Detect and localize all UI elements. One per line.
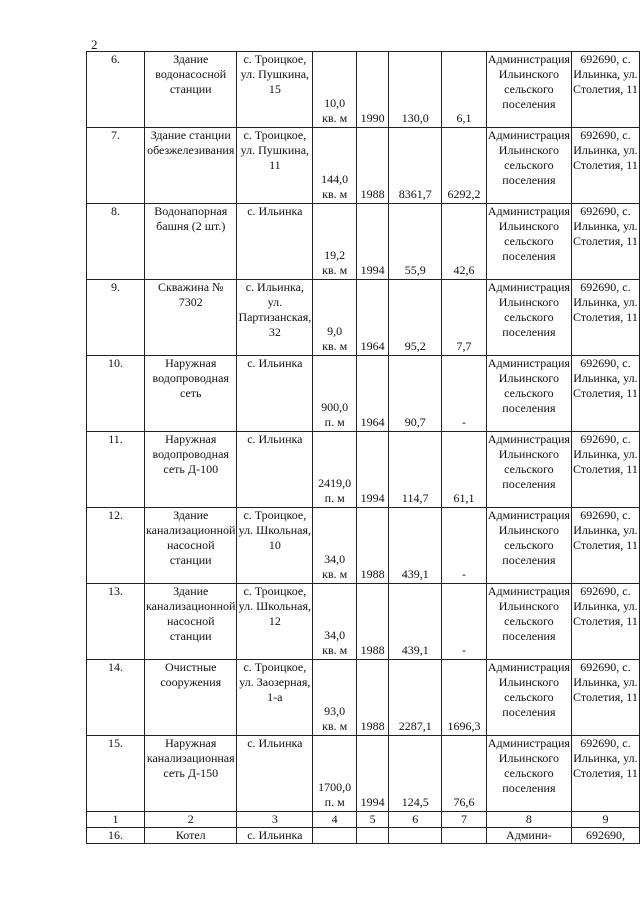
size-value: 1700,0	[318, 780, 352, 794]
owner-address: 692690, с. Ильинка, ул. Столетия, 11	[571, 280, 639, 356]
size-unit: кв. м	[322, 643, 348, 657]
owner: Администрация Ильинского сельского поселения	[486, 432, 571, 508]
object-address: с. Ильинка	[237, 204, 313, 280]
table-row	[87, 52, 640, 128]
year: 1988	[357, 508, 389, 584]
value-col6: 95,2	[389, 280, 442, 356]
object-name: Здание канализационной насосной станции	[145, 508, 237, 584]
size-value: 34,0	[324, 552, 346, 566]
object-name: Скважина № 7302	[145, 280, 237, 356]
object-address: с. Ильинка	[237, 736, 313, 812]
year: 1988	[357, 660, 389, 736]
value-col7: -	[442, 356, 487, 432]
owner: Администрация Ильинского сельского поселения	[486, 128, 571, 204]
object-size	[313, 432, 357, 508]
object-address: с. Ильинка	[237, 356, 313, 432]
table-row	[87, 736, 640, 812]
row-number: 9.	[87, 280, 145, 356]
owner: Администрация Ильинского сельского поселения	[486, 584, 571, 660]
value-col6: 55,9	[389, 204, 442, 280]
value-col7: 61,1	[442, 432, 487, 508]
value-col7: 6,1	[442, 52, 487, 128]
object-size	[313, 736, 357, 812]
year: 1994	[357, 204, 389, 280]
object-name: Здание станции обезжелезивания	[145, 128, 237, 204]
table-row	[87, 508, 640, 584]
page-number: 2	[91, 37, 98, 52]
row-number: 8.	[87, 204, 145, 280]
year: 1994	[357, 432, 389, 508]
owner: Администрация Ильинского сельского поселения	[486, 52, 571, 128]
size-unit: кв. м	[322, 111, 348, 125]
column-number: 7	[442, 812, 487, 828]
year: 1990	[357, 52, 389, 128]
column-number: 3	[237, 812, 313, 828]
object-name: Наружная канализационная сеть Д-150	[145, 736, 237, 812]
size-unit: кв. м	[322, 567, 348, 581]
owner: Администрация Ильинского сельского поселения	[486, 280, 571, 356]
year: 1988	[357, 584, 389, 660]
row-number: 10.	[87, 356, 145, 432]
row-number: 6.	[87, 52, 145, 128]
row-number: 7.	[87, 128, 145, 204]
object-name: Наружная водопроводная сеть Д-100	[145, 432, 237, 508]
cell-n: 16.	[87, 828, 145, 844]
value-col6: 439,1	[389, 508, 442, 584]
value-col6: 130,0	[389, 52, 442, 128]
object-address: с. Троицкое, ул. Школьная, 10	[237, 508, 313, 584]
object-address: с. Троицкое, ул. Пушкина, 15	[237, 52, 313, 128]
object-address: с. Троицкое, ул. Пушкина, 11	[237, 128, 313, 204]
owner-address: 692690, с. Ильинка, ул. Столетия, 11	[571, 508, 639, 584]
size-value: 2419,0	[318, 476, 352, 490]
owner-address: 692690, с. Ильинка, ул. Столетия, 11	[571, 52, 639, 128]
owner: Администрация Ильинского сельского поселения	[486, 660, 571, 736]
row-number: 15.	[87, 736, 145, 812]
object-size	[313, 128, 357, 204]
value-col7: -	[442, 584, 487, 660]
table-row	[87, 660, 640, 736]
owner: Администрация Ильинского сельского поселения	[486, 736, 571, 812]
size-value: 10,0	[324, 96, 346, 110]
value-col6: 439,1	[389, 584, 442, 660]
object-size	[313, 584, 357, 660]
table-row	[87, 828, 640, 844]
size-unit: п. м	[324, 491, 345, 505]
value-col7: 1696,3	[442, 660, 487, 736]
value-col6: 2287,1	[389, 660, 442, 736]
size-unit: п. м	[324, 795, 345, 809]
cell-owner_addr: 692690,	[571, 828, 639, 844]
object-size	[313, 280, 357, 356]
size-unit: кв. м	[322, 187, 348, 201]
owner-address: 692690, с. Ильинка, ул. Столетия, 11	[571, 356, 639, 432]
table-row	[87, 432, 640, 508]
row-number: 14.	[87, 660, 145, 736]
owner: Администрация Ильинского сельского поселения	[486, 204, 571, 280]
object-name: Водонапорная башня (2 шт.)	[145, 204, 237, 280]
table-row	[87, 584, 640, 660]
size-unit: кв. м	[322, 719, 348, 733]
column-number-row	[87, 812, 640, 828]
value-col6: 124,5	[389, 736, 442, 812]
value-col7: 76,6	[442, 736, 487, 812]
row-number: 13.	[87, 584, 145, 660]
column-number: 8	[486, 812, 571, 828]
cell-owner: Админи-	[486, 828, 571, 844]
size-unit: кв. м	[322, 263, 348, 277]
column-number: 4	[313, 812, 357, 828]
column-number: 1	[87, 812, 145, 828]
table-row	[87, 280, 640, 356]
year: 1964	[357, 356, 389, 432]
property-table	[86, 51, 640, 844]
size-value: 93,0	[324, 704, 346, 718]
object-address: с. Ильинка, ул. Партизанская, 32	[237, 280, 313, 356]
value-col7: 7,7	[442, 280, 487, 356]
value-col7: 6292,2	[442, 128, 487, 204]
owner-address: 692690, с. Ильинка, ул. Столетия, 11	[571, 736, 639, 812]
column-number: 5	[357, 812, 389, 828]
cell-c7	[442, 828, 487, 844]
size-unit: кв. м	[322, 339, 348, 353]
value-col6: 90,7	[389, 356, 442, 432]
object-address: с. Ильинка	[237, 432, 313, 508]
object-size	[313, 660, 357, 736]
year: 1988	[357, 128, 389, 204]
object-address: с. Троицкое, ул. Заозерная, 1-а	[237, 660, 313, 736]
column-number: 6	[389, 812, 442, 828]
object-name: Здание водонасосной станции	[145, 52, 237, 128]
owner-address: 692690, с. Ильинка, ул. Столетия, 11	[571, 432, 639, 508]
owner-address: 692690, с. Ильинка, ул. Столетия, 11	[571, 204, 639, 280]
owner: Администрация Ильинского сельского поселения	[486, 508, 571, 584]
cell-size	[313, 828, 357, 844]
year: 1994	[357, 736, 389, 812]
object-address: с. Троицкое, ул. Школьная, 12	[237, 584, 313, 660]
size-unit: п. м	[324, 415, 345, 429]
value-col6: 114,7	[389, 432, 442, 508]
column-number: 2	[145, 812, 237, 828]
value-col7: 42,6	[442, 204, 487, 280]
object-name: Наружная водопроводная сеть	[145, 356, 237, 432]
size-value: 9,0	[327, 324, 343, 338]
table-row	[87, 128, 640, 204]
column-number: 9	[571, 812, 639, 828]
size-value: 19,2	[324, 248, 346, 262]
object-name: Очистные сооружения	[145, 660, 237, 736]
row-number: 12.	[87, 508, 145, 584]
row-number: 11.	[87, 432, 145, 508]
object-name: Здание канализационной насосной станции	[145, 584, 237, 660]
cell-addr: с. Ильинка	[237, 828, 313, 844]
owner-address: 692690, с. Ильинка, ул. Столетия, 11	[571, 660, 639, 736]
object-size	[313, 52, 357, 128]
owner: Администрация Ильинского сельского поселения	[486, 356, 571, 432]
year: 1964	[357, 280, 389, 356]
cell-year	[357, 828, 389, 844]
size-value: 144,0	[321, 172, 349, 186]
value-col7: -	[442, 508, 487, 584]
object-size	[313, 356, 357, 432]
object-size	[313, 204, 357, 280]
size-value: 900,0	[321, 400, 349, 414]
object-size	[313, 508, 357, 584]
table-row	[87, 356, 640, 432]
owner-address: 692690, с. Ильинка, ул. Столетия, 11	[571, 584, 639, 660]
cell-c6	[389, 828, 442, 844]
cell-name: Котел	[145, 828, 237, 844]
table-row	[87, 204, 640, 280]
owner-address: 692690, с. Ильинка, ул. Столетия, 11	[571, 128, 639, 204]
value-col6: 8361,7	[389, 128, 442, 204]
size-value: 34,0	[324, 628, 346, 642]
